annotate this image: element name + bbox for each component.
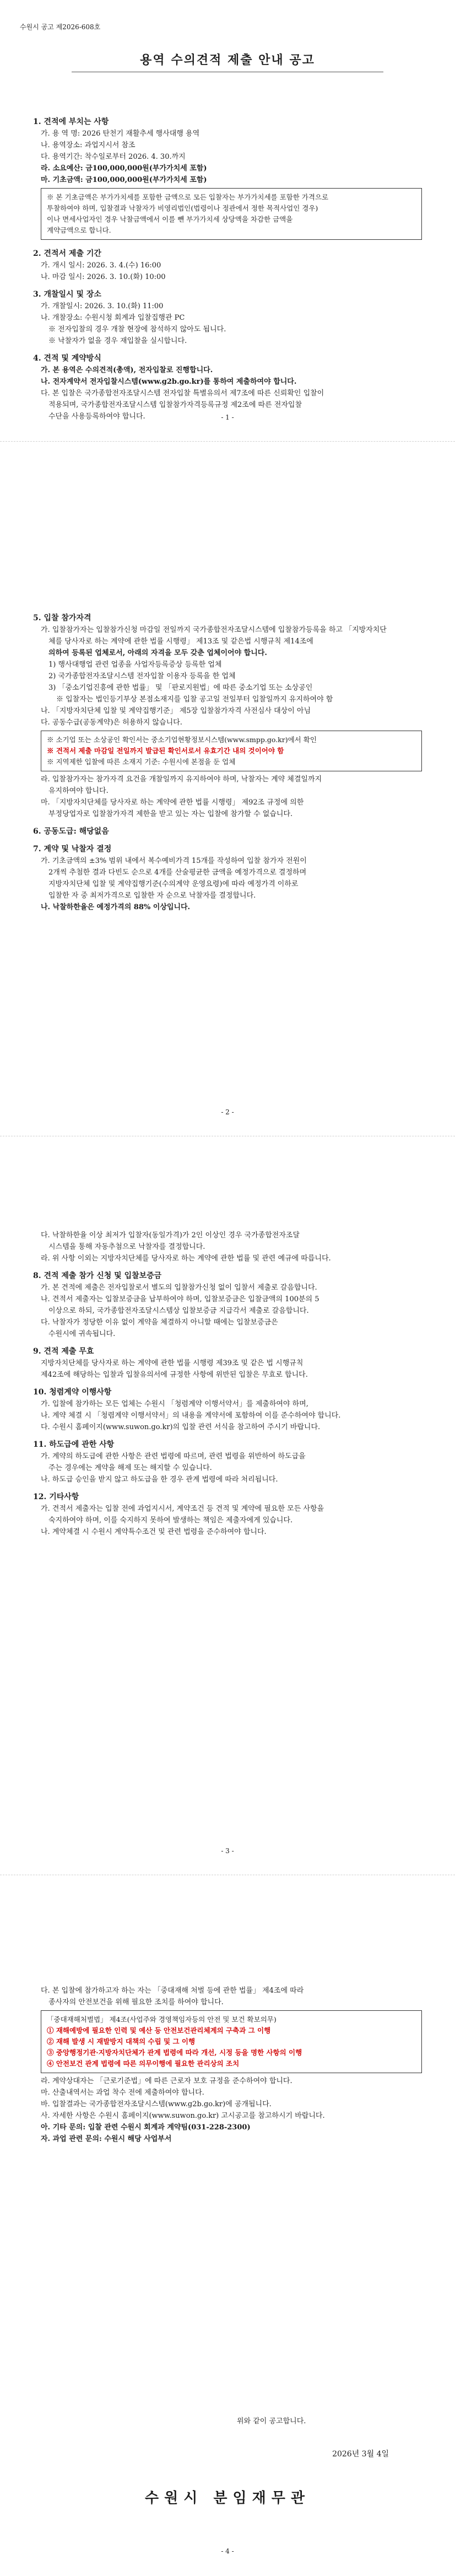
vat-notice-box <box>41 188 422 240</box>
box-line: 이나 면세사업자인 경우 낙찰금액에서 이를 뺀 부가가치세 상당액을 차감한 금액을 <box>47 215 293 223</box>
text-line: 유지하여야 합니다. <box>48 787 109 795</box>
text-line: 마. 기초금액: 금100,000,000원(부가가치세 포함) <box>41 176 207 184</box>
box-line: ② 재해 발생 시 재발방지 대책의 수립 및 그 이행 <box>47 2037 196 2046</box>
text-line: 다. 본 입찰에 참가하고자 하는 자는 「중대재해 처벌 등에 관한 법률」 제4조에 따라 <box>41 1987 304 1995</box>
text-line: 지방자치단체를 당사자로 하는 계약에 관한 법률 시행령 제39조 및 같은 법 시행규칙 <box>41 1359 304 1367</box>
section-10-heading: 10. 청렴계약 이행사항 <box>33 1388 112 1397</box>
text-line: 종사자의 안전보건을 위해 필요한 조치를 하여야 합니다. <box>48 1998 224 2006</box>
text-line: 3) 「중소기업진흥에 관한 법률」 및 「판로지원법」에 따른 중소기업 또는 소상공인 <box>48 684 313 692</box>
section-7-heading: 7. 계약 및 낙찰자 결정 <box>33 845 112 854</box>
text-line: 라. 소요예산: 금100,000,000원(부가가치세 포함) <box>41 164 207 173</box>
text-line: 나. 낙찰하한율은 예정가격의 88% 이상입니다. <box>41 903 191 911</box>
section-11-heading: 11. 하도급에 관한 사항 <box>33 1440 115 1449</box>
text-line: 다. 용역기간: 착수일로부터 2026. 4. 30.까지 <box>41 153 186 161</box>
page-4-body <box>33 1985 422 2145</box>
text-line: 자. 과업 관련 문의: 수원시 해당 사업부서 <box>41 2135 172 2143</box>
text-line: 숙지하여야 하며, 이를 숙지하지 못하여 발생하는 책임은 제출자에게 있습니다. <box>48 1516 293 1525</box>
text-line: 시스템을 통해 자동추첨으로 낙찰자를 결정합니다. <box>48 1243 205 1251</box>
text-line: 가. 견적서 제출자는 입찰 전에 과업지시서, 계약조건 등 견적 및 계약에 필요한 모든 사항을 <box>41 1505 324 1513</box>
box-line: 투찰하여야 하며, 입찰결과 낙찰자가 비영리법인(법령이나 정관에서 정한 목적사업인 경우) <box>47 204 318 212</box>
text-line: 1) 행사대행업 관련 업종을 사업자등록증상 등록한 업체 <box>48 661 222 669</box>
text-line: 나. 「지방자치단체 입찰 및 계약집행기준」 제5장 입찰참가자격 사전심사 대상이 아님 <box>41 707 311 715</box>
text-line: 나. 마감 일시: 2026. 3. 10.(화) 10:00 <box>41 273 166 281</box>
page-number: - 2 - <box>221 1108 234 1116</box>
text-line: 라. 입찰참가자는 참가자격 요건을 개찰일까지 유지하여야 하며, 낙찰자는 계약 체결일까지 <box>41 775 322 783</box>
section-8-heading: 8. 견적 제출 참가 신청 및 입찰보증금 <box>33 1271 162 1280</box>
safety-law-box <box>41 2010 422 2073</box>
text-line: 나. 계약 체결 시 「청렴계약 이행서약서」의 내용을 계약서에 포함하여 이를 준수하여야 합니다. <box>41 1412 341 1420</box>
box-line: ④ 안전보건 관계 법령에 따른 의무이행에 필요한 관리상의 조치 <box>47 2059 240 2068</box>
text-line: 주는 경우에는 계약을 해제 또는 해지할 수 있습니다. <box>48 1464 212 1472</box>
text-line: 다. 공동수급(공동계약)은 허용하지 않습니다. <box>41 718 182 727</box>
box-line: ※ 소기업 또는 소상공인 확인서는 중소기업현황정보시스템(www.smpp.go.kr)에서 확인 <box>47 736 317 744</box>
section-3-heading: 3. 개찰일시 및 장소 <box>33 290 101 299</box>
section-9-heading: 9. 견적 제출 무효 <box>33 1347 94 1356</box>
section-4-heading: 4. 견적 및 계약방식 <box>33 354 101 363</box>
text-line: 2개씩 추첨한 결과 다빈도 순으로 4개를 산술평균한 금액을 예정가격으로 결정하며 <box>48 868 307 877</box>
text-line: 나. 개찰장소: 수원시청 회계과 입찰집행관 PC <box>41 314 185 322</box>
page-number: - 1 - <box>221 414 234 421</box>
text-line: 다. 낙찰하한율 이상 최저가 입찰자(동일가격)가 2인 이상인 경우 국가종합전자조달 <box>41 1231 300 1239</box>
section-5-heading: 5. 입찰 참가자격 <box>33 614 91 622</box>
box-line: ① 재해예방에 필요한 인력 및 예산 등 안전보건관리체계의 구축과 그 이행 <box>47 2026 271 2035</box>
text-line: 이상으로 하되, 국가종합전자조달시스템상 입찰보증금 지급각서 제출로 갈음합니다. <box>48 1307 309 1315</box>
section-2-heading: 2. 견적서 제출 기간 <box>33 249 101 258</box>
notice-date: 2026년 3월 4일 <box>332 2450 389 2459</box>
page-separator <box>0 441 455 442</box>
text-line: 아. 기타 문의: 입찰 관련 수원시 회계과 계약팀(031-228-2300) <box>41 2123 251 2132</box>
text-line: 나. 전자계약서 전자입찰시스템(www.g2b.go.kr)를 통하여 제출하여야 합니다. <box>41 378 297 386</box>
text-line: 라. 계약상대자는 「근로기준법」에 따른 근로자 보호 규정을 준수하여야 합니다. <box>41 2077 292 2085</box>
text-line: 수단을 사용등록하여야 합니다. <box>48 412 145 421</box>
text-line: 다. 수원시 홈페이지(www.suwon.go.kr)의 입찰 관련 서식을 참고하여 주시기 바랍니다. <box>41 1423 321 1431</box>
text-line: 지방자치단체 입찰 및 계약집행기준(수의계약 운영요령)에 따라 예정가격 이하로 <box>48 880 299 888</box>
text-line: 바. 입찰결과는 국가종합전자조달시스템(www.g2b.go.kr)에 공개됩니다. <box>41 2100 272 2108</box>
text-line: 의하여 등록된 업체로서, 아래의 자격을 모두 갖춘 업체이어야 합니다. <box>48 649 267 657</box>
box-line: 계약금액으로 합니다. <box>47 226 111 234</box>
page-1-body <box>33 116 422 422</box>
text-line: 가. 기초금액의 ±3% 범위 내에서 복수예비가격 15개를 작성하여 입찰 참가자 전원이 <box>41 857 307 865</box>
notice-number: 수원시 공고 제2026-608호 <box>20 23 101 31</box>
section-1-heading: 1. 견적에 부치는 사항 <box>33 117 109 126</box>
text-line: 나. 하도급 승인을 받지 않고 하도급을 한 경우 관계 법령에 따라 처리됩니다. <box>41 1475 278 1484</box>
text-line: 체를 당사자로 하는 계약에 관한 법률 시행령」 제13조 및 같은법 시행규칙 제14조에 <box>48 637 313 646</box>
text-line: 적용되며, 국가종합전자조달시스템 입찰참가자격등록규정 제2조에 따른 전자입찰 <box>48 401 302 409</box>
text-line: 다. 본 입찰은 국가종합전자조달시스템 전자입찰 특별유의서 제7조에 따른 신뢰확인 입찰이 <box>41 389 324 398</box>
text-line: ※ 낙찰자가 없을 경우 재입찰을 실시합니다. <box>48 337 187 345</box>
page-3-body <box>33 1230 422 1538</box>
text-line: 나. 용역장소: 과업지시서 참조 <box>41 141 136 149</box>
page-number: - 3 - <box>221 1847 234 1855</box>
section-6-heading: 6. 공동도급: 해당없음 <box>33 827 109 836</box>
text-line: 입찰한 자 중 최저가격으로 입찰한 자 순으로 낙찰자를 결정합니다. <box>48 892 256 900</box>
text-line: 2) 국가종합전자조달시스템 전자입찰 이용자 등록을 한 업체 <box>48 672 236 680</box>
text-line: 나. 계약체결 시 수원시 계약특수조건 및 관련 법령을 준수하여야 합니다. <box>41 1528 267 1536</box>
text-line: 마. 「지방자치단체를 당사자로 하는 계약에 관한 법률 시행령」 제92조 규정에 의한 <box>41 798 304 807</box>
text-line: 마. 산출내역서는 과업 착수 전에 제출하여야 합니다. <box>41 2089 204 2097</box>
text-line: 가. 용 역 명: 2026 탄천기 재활추세 행사대행 용역 <box>41 130 200 138</box>
section-12-heading: 12. 기타사항 <box>33 1493 79 1501</box>
text-line: ※ 전자입찰의 경우 개찰 현장에 참석하지 않아도 됩니다. <box>48 325 226 334</box>
box-line: ※ 지역제한 입찰에 따른 소재지 기준: 수원시에 본점을 둔 업체 <box>47 758 236 766</box>
page-title: 용역 수의견적 제출 안내 공고 <box>140 53 315 67</box>
text-line: 다. 낙찰자가 정당한 이유 없이 계약을 체결하지 아니할 때에는 입찰보증금은 <box>41 1318 278 1327</box>
issuing-authority: 수원시 분임재무관 <box>145 2490 310 2507</box>
text-line: 제42조에 해당하는 입찰과 입찰유의서에 규정한 사항에 위반된 입찰은 무효로 합니다. <box>41 1371 308 1379</box>
text-line: 가. 본 용역은 수의견적(총액), 전자입찰로 진행합니다. <box>41 366 213 374</box>
box-line: 「중대재해처벌법」 제4조(사업주와 경영책임자등의 안전 및 보건 확보의무) <box>47 2015 277 2024</box>
text-line: 가. 개찰일시: 2026. 3. 10.(화) 11:00 <box>41 302 164 310</box>
box-line: ③ 중앙행정기관·지방자치단체가 관계 법령에 따라 개선, 시정 등을 명한 사항의 이행 <box>47 2048 302 2057</box>
small-business-notice-box <box>41 731 422 771</box>
text-line: 수원시에 귀속됩니다. <box>48 1330 116 1338</box>
text-line: 가. 계약의 하도급에 관한 사항은 관련 법령에 따르며, 관련 법령을 위반하여 하도급을 <box>41 1452 306 1461</box>
text-line: 가. 입찰참가자는 입찰참가신청 마감일 전일까지 국가종합전자조달시스템에 입찰참가등록을 하고 「지방자치단 <box>41 626 387 634</box>
text-line: 나. 견적서 제출자는 입찰보증금을 납부하여야 하며, 입찰보증금은 입찰금액의 100분의 5 <box>41 1295 319 1303</box>
text-line: 가. 입찰에 참가하는 모든 업체는 수원시 「청렴계약 이행서약서」를 제출하여야 하며, <box>41 1400 308 1408</box>
box-line: ※ 본 기초금액은 부가가치세를 포함한 금액으로 모든 입찰자는 부가가치세를 포함한 가격으로 <box>47 193 329 201</box>
page-number: - 4 - <box>221 2547 234 2555</box>
text-line: 라. 위 사항 이외는 지방자치단체를 당사자로 하는 계약에 관한 법률 및 관련 예규에 따릅니다. <box>41 1254 331 1263</box>
text-line: ※ 입찰자는 법인등기부상 본점소재지를 입찰 공고일 전일부터 입찰일까지 유지하여야 함 <box>56 695 333 704</box>
page-2-body <box>33 612 422 913</box>
text-line: 가. 개시 일시: 2026. 3. 4.(수) 16:00 <box>41 261 161 270</box>
text-line: 사. 자세한 사항은 수원시 홈페이지(www.suwon.go.kr) 고시공고를 참고하시기 바랍니다. <box>41 2112 325 2120</box>
box-line: ※ 견적서 제출 마감일 전일까지 발급된 확인서로서 유효기간 내의 것이어야 함 <box>47 747 284 755</box>
text-line: 부정당업자로 입찰참가자격 제한을 받고 있는 자는 입찰에 참가할 수 없습니다. <box>48 810 293 818</box>
text-line: 가. 본 견적에 제출은 전자입찰로서 별도의 입찰참가신청 없이 입찰서 제출로 갈음합니다. <box>41 1284 317 1292</box>
closing-statement: 위와 같이 공고합니다. <box>237 2417 306 2425</box>
